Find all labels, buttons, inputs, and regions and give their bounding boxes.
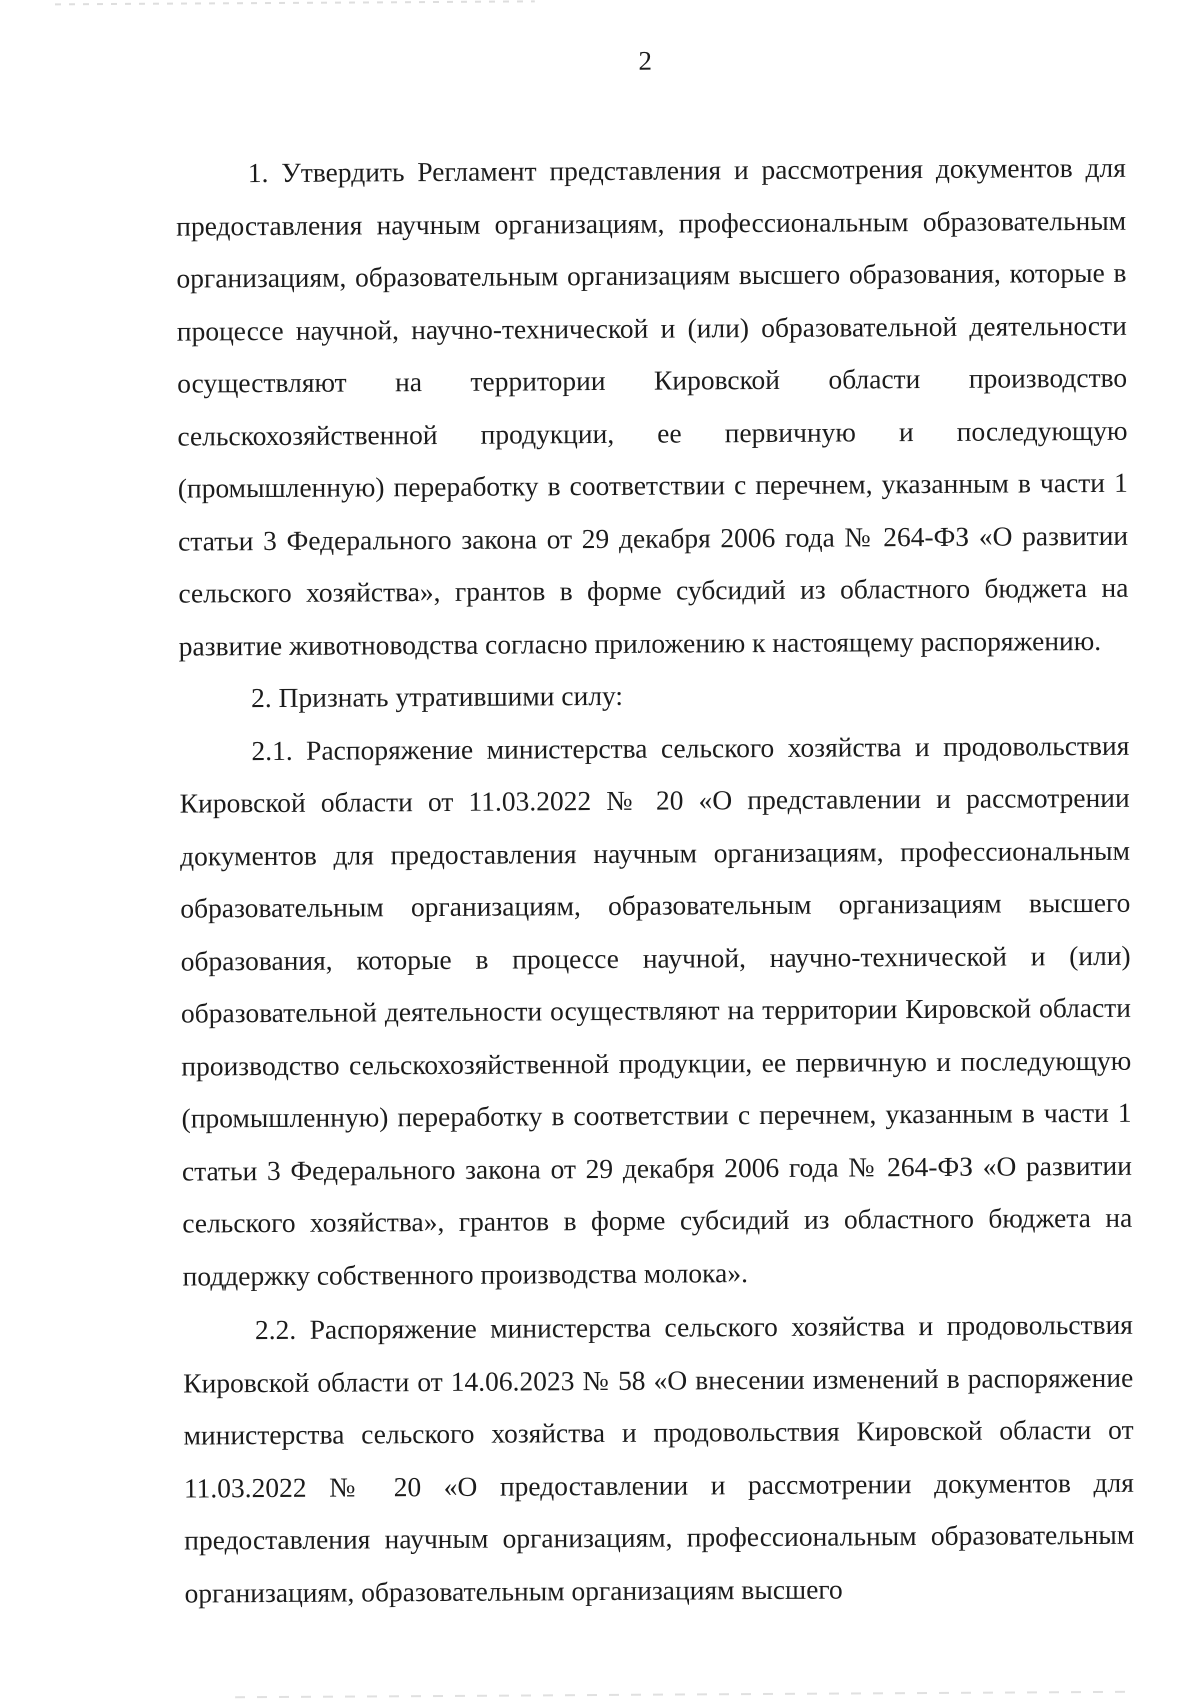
paragraph-2-2-order-58: 2.2. Распоряжение министерства сельского хозяйства и продовольствия Кировской области от 14.06.2023 № 58 «О внесении изменений в распоряжение министерства сельского хозяйства и продовольствия Кировской области от 11.03.2022 № 20 «О предоставлении и рассмотрении документов для предоставления научным организациям, профессиональным образовательным организациям, образовательным организациям высшего — [183, 1308, 1135, 1609]
document-body — [176, 142, 1135, 1620]
paragraph-2-1-order-20: 2.1. Распоряжение министерства сельского хозяйства и продовольствия Кировской области от 11.03.2022 № 20 «О представлении и рассмотрении документов для предоставления научным организациям, профессиональным образовательным организациям, образовательным организациям высшего образования, которые в процессе научной, научно-технической и (или) образовательной деятельности осуществляют на территории Кировской области производство сельскохозяйственной продукции, ее первичную и последующую (промышленную) переработку в соответствии с перечнем, указанным в части 1 статьи 3 Федерального закона от 29 декабря 2006 года № 264-ФЗ «О развитии сельского хозяйства», грантов в форме субсидий из областного бюджета на поддержку собственного производства молока». — [179, 729, 1133, 1292]
paragraph-1-approve-regulation: 1. Утвердить Регламент представления и рассмотрения документов для предоставления научным организациям, профессиональным образовательным организациям, образовательным организациям высшего образования, которые в процессе научной, научно-технической и (или) образовательной деятельности осуществляют на территории Кировской области производство сельскохозяйственной продукции, ее первичную и последующую (промышленную) переработку в соответствии с перечнем, указанным в части 1 статьи 3 Федерального закона от 29 декабря 2006 года № 264-ФЗ «О развитии сельского хозяйства», грантов в форме субсидий из областного бюджета на развитие животноводства согласно приложению к настоящему распоряжению. — [176, 151, 1129, 662]
paragraph-2-repeal: 2. Признать утратившими силу: — [250, 679, 624, 714]
page-number: 2 — [638, 45, 653, 76]
scan-edge-bottom — [235, 1691, 1135, 1698]
scan-edge-top — [55, 0, 535, 5]
